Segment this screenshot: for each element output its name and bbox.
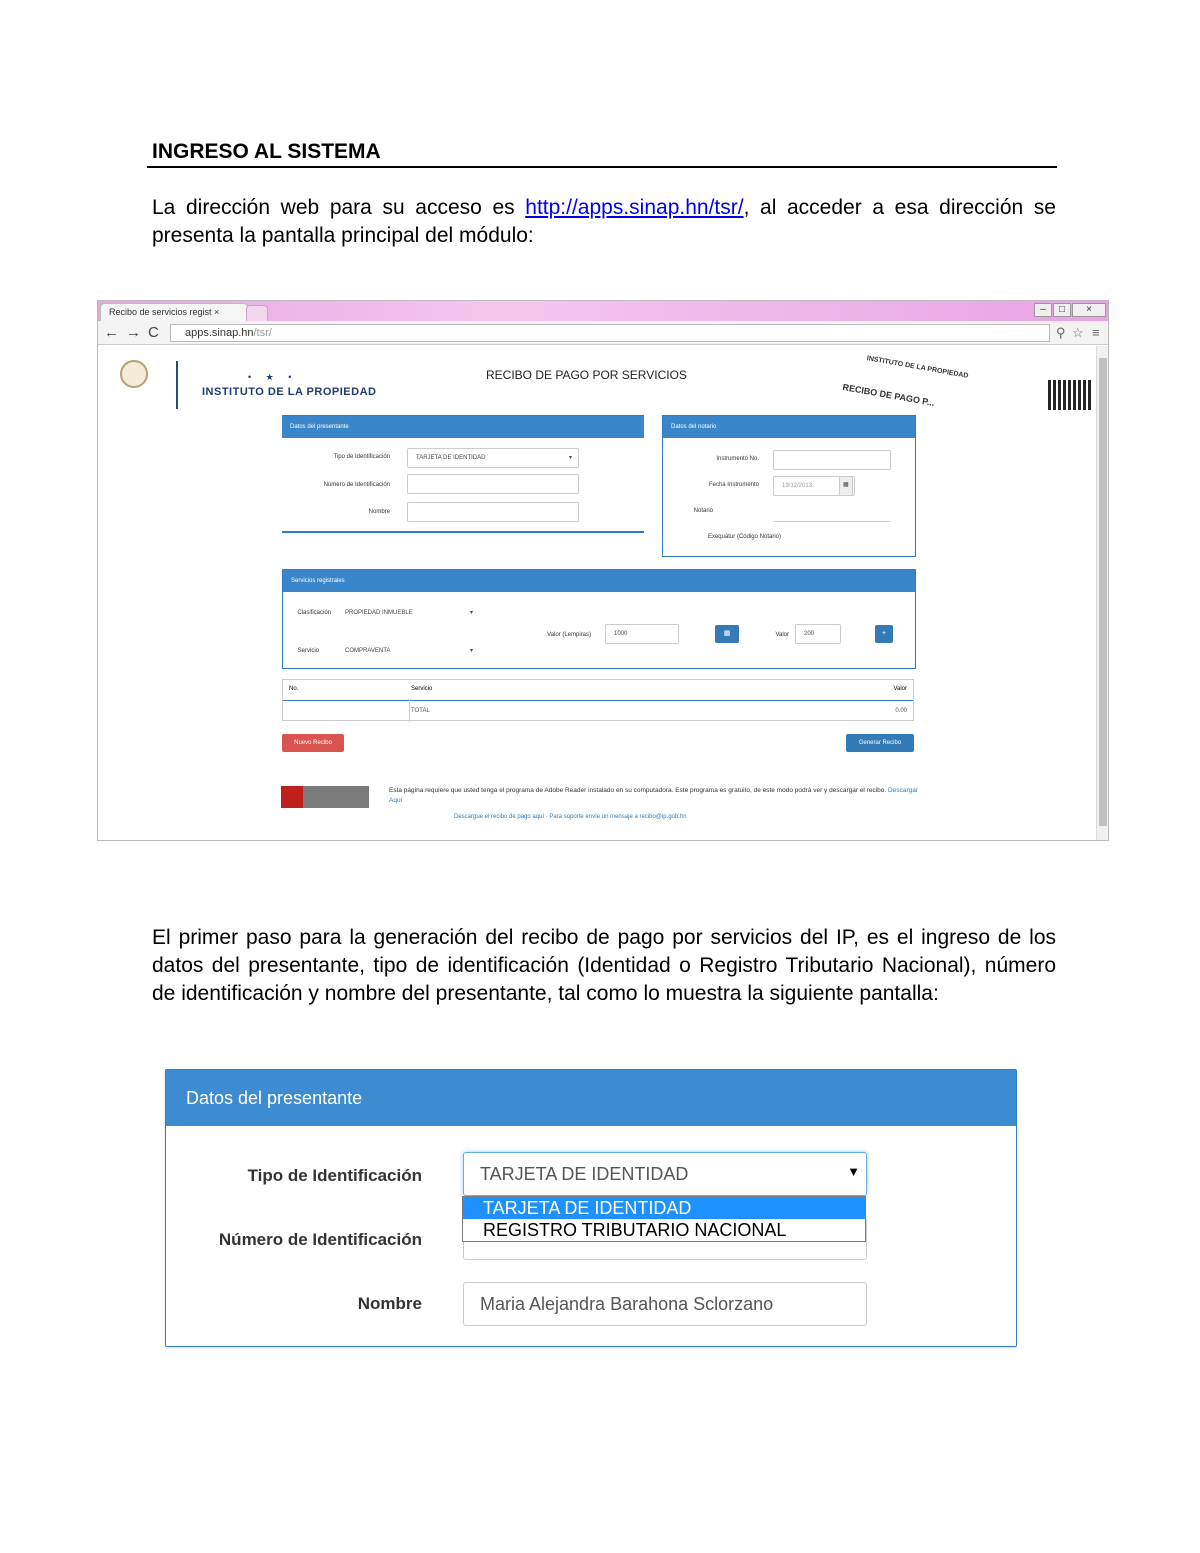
tab-title: Recibo de servicios regist — [109, 307, 212, 317]
valor-label: Valor — [775, 632, 789, 638]
servicio-label: Servicio — [297, 648, 319, 654]
col-servicio: Servicio — [411, 686, 433, 692]
panel-header: Servicios registrales — [283, 570, 915, 592]
instrumento-label: Instrumento No. — [716, 456, 759, 462]
panel-header: Datos del presentante — [282, 416, 644, 438]
nombre-label: Nombre — [368, 509, 390, 515]
dropdown-arrow-icon: ▾ — [568, 455, 572, 461]
close-icon[interactable]: × — [1072, 303, 1106, 317]
intro-before: La dirección web para su acceso es — [152, 196, 526, 219]
tab-bar — [98, 301, 1108, 321]
zoom-nombre-label: Nombre — [357, 1294, 422, 1313]
download-link[interactable]: Descargar Aquí — [389, 787, 918, 804]
tipo-label: Tipo de Identificación — [333, 454, 390, 460]
adobe-notice: Esta página requiere que usted tenga el programa de Adobe Reader instalado en su computadora. Este programa es gratuito, de este modo podrá ver y descargar el recibo. Descargar Aquí — [389, 787, 918, 804]
numero-input[interactable] — [407, 474, 579, 494]
zoom-tipo-select[interactable]: TARJETA DE IDENTIDAD ▼ — [463, 1152, 867, 1196]
second-paragraph: El primer paso para la generación del recibo de pago por servicios del IP, es el ingreso de los datos del presentante, tipo de identificación (Identidad o Registro Tributario Nacional), número de identificación y nombre del presentante, tal como lo muestra la siguiente pantalla: — [152, 926, 1056, 1005]
zoom-nombre-input[interactable]: Maria Alejandra Barahona Sclorzano — [463, 1282, 867, 1326]
notario-input[interactable] — [773, 502, 891, 522]
services-table — [282, 679, 914, 721]
notario-panel — [662, 415, 916, 557]
forward-icon[interactable]: → — [126, 324, 141, 341]
table-divider — [409, 700, 410, 722]
back-icon[interactable]: ← — [104, 324, 119, 341]
total-label: TOTAL — [411, 708, 430, 714]
browser-screenshot — [97, 300, 1109, 841]
fecha-label: Fecha Instrumento — [708, 482, 759, 488]
notario-label: Notario — [693, 508, 713, 514]
minimize-icon[interactable]: – — [1034, 303, 1052, 317]
adobe-reader-badge-icon[interactable] — [281, 786, 369, 808]
nombre-input[interactable] — [407, 502, 579, 522]
table-divider — [283, 700, 913, 701]
presentante-panel — [282, 415, 644, 533]
option-tarjeta-identidad[interactable]: TARJETA DE IDENTIDAD — [463, 1197, 865, 1219]
browser-tab[interactable]: Recibo de servicios regist × — [100, 303, 248, 321]
new-tab-button[interactable] — [246, 305, 268, 321]
instrumento-input[interactable] — [773, 450, 891, 470]
stamp-text-2: RECIBO DE PAGO P... — [841, 381, 936, 409]
generar-recibo-button[interactable]: Generar Recibo — [846, 734, 914, 752]
logo-caption — [116, 402, 117, 408]
scrollbar-thumb[interactable] — [1099, 358, 1107, 826]
numero-label: Número de Identificación — [323, 482, 390, 488]
clasificacion-select[interactable]: PROPIEDAD INMUEBLE ▾ — [337, 604, 479, 624]
intro-paragraph — [152, 194, 1056, 250]
total-value: 0.00 — [895, 708, 907, 714]
logo-divider — [176, 361, 178, 409]
zoom-icon[interactable]: ⚲ — [1056, 325, 1066, 340]
fecha-input[interactable]: 19/12/2013 — [773, 476, 855, 496]
reload-icon[interactable]: C — [148, 324, 159, 341]
valor-lempiras-input[interactable]: 1000 — [605, 624, 679, 644]
exequatur-label: Exequátur (Código Notario) — [707, 534, 781, 540]
maximize-icon[interactable]: □ — [1053, 303, 1071, 317]
coat-of-arms-icon — [120, 360, 148, 388]
servicios-panel — [282, 569, 916, 669]
qr-code-icon — [1048, 380, 1092, 410]
scrollbar[interactable] — [1096, 346, 1108, 841]
webpage — [98, 346, 1098, 841]
menu-icon[interactable]: ≡ — [1092, 325, 1100, 340]
dropdown-arrow-icon: ▼ — [847, 1164, 860, 1179]
option-registro-tributario[interactable]: REGISTRO TRIBUTARIO NACIONAL — [483, 1220, 787, 1240]
col-no: No. — [289, 686, 299, 692]
footer-link[interactable]: Descargue el recibo de pago aquí · Para soporte envíe un mensaje a recibo@ip.gob.hn — [454, 814, 687, 820]
zoom-panel-header: Datos del presentante — [166, 1070, 1016, 1126]
system-url-link[interactable]: http://apps.sinap.hn/tsr/ — [525, 196, 744, 219]
col-valor: Valor — [893, 686, 907, 692]
valor-lempiras-label: Valor (Lempiras) — [547, 632, 591, 638]
dropdown-arrow-icon: ▾ — [469, 648, 473, 654]
zoom-tipo-label: Tipo de Identificación — [247, 1166, 422, 1185]
heading-underline — [147, 166, 1057, 168]
url-input[interactable]: apps.sinap.hn/tsr/ — [170, 324, 1050, 342]
address-bar — [98, 321, 1108, 345]
star-icon[interactable]: ☆ — [1072, 325, 1084, 340]
dropdown-arrow-icon: ▾ — [469, 610, 473, 616]
section-heading: INGRESO AL SISTEMA — [152, 140, 381, 163]
clasificacion-label: Clasificación — [297, 610, 331, 616]
calendar-icon[interactable]: ▦ — [839, 476, 853, 496]
tipo-select[interactable]: TARJETA DE IDENTIDAD ▾ — [407, 448, 579, 468]
stars-icon: • ★ • — [248, 372, 298, 382]
servicio-select[interactable]: COMPRAVENTA ▾ — [337, 642, 479, 662]
valor-input[interactable]: 200 — [795, 624, 841, 644]
intro-after: , al acceder a esa dirección se presenta la pantalla principal del módulo: — [152, 196, 1056, 247]
page-title: RECIBO DE PAGO POR SERVICIOS — [486, 368, 687, 382]
nuevo-recibo-button[interactable]: Nuevo Recibo — [282, 734, 344, 752]
institution-name: INSTITUTO DE LA PROPIEDAD — [202, 386, 377, 398]
calculate-button[interactable]: ▦ — [715, 625, 739, 643]
panel-header: Datos del notario — [663, 416, 915, 438]
presentante-panel-zoomed — [165, 1069, 1017, 1347]
zoom-numero-label: Número de Identificación — [218, 1230, 422, 1249]
stamp-text: INSTITUTO DE LA PROPIEDAD — [866, 355, 969, 380]
tipo-dropdown-list — [462, 1196, 866, 1242]
add-service-button[interactable]: + — [875, 625, 893, 643]
